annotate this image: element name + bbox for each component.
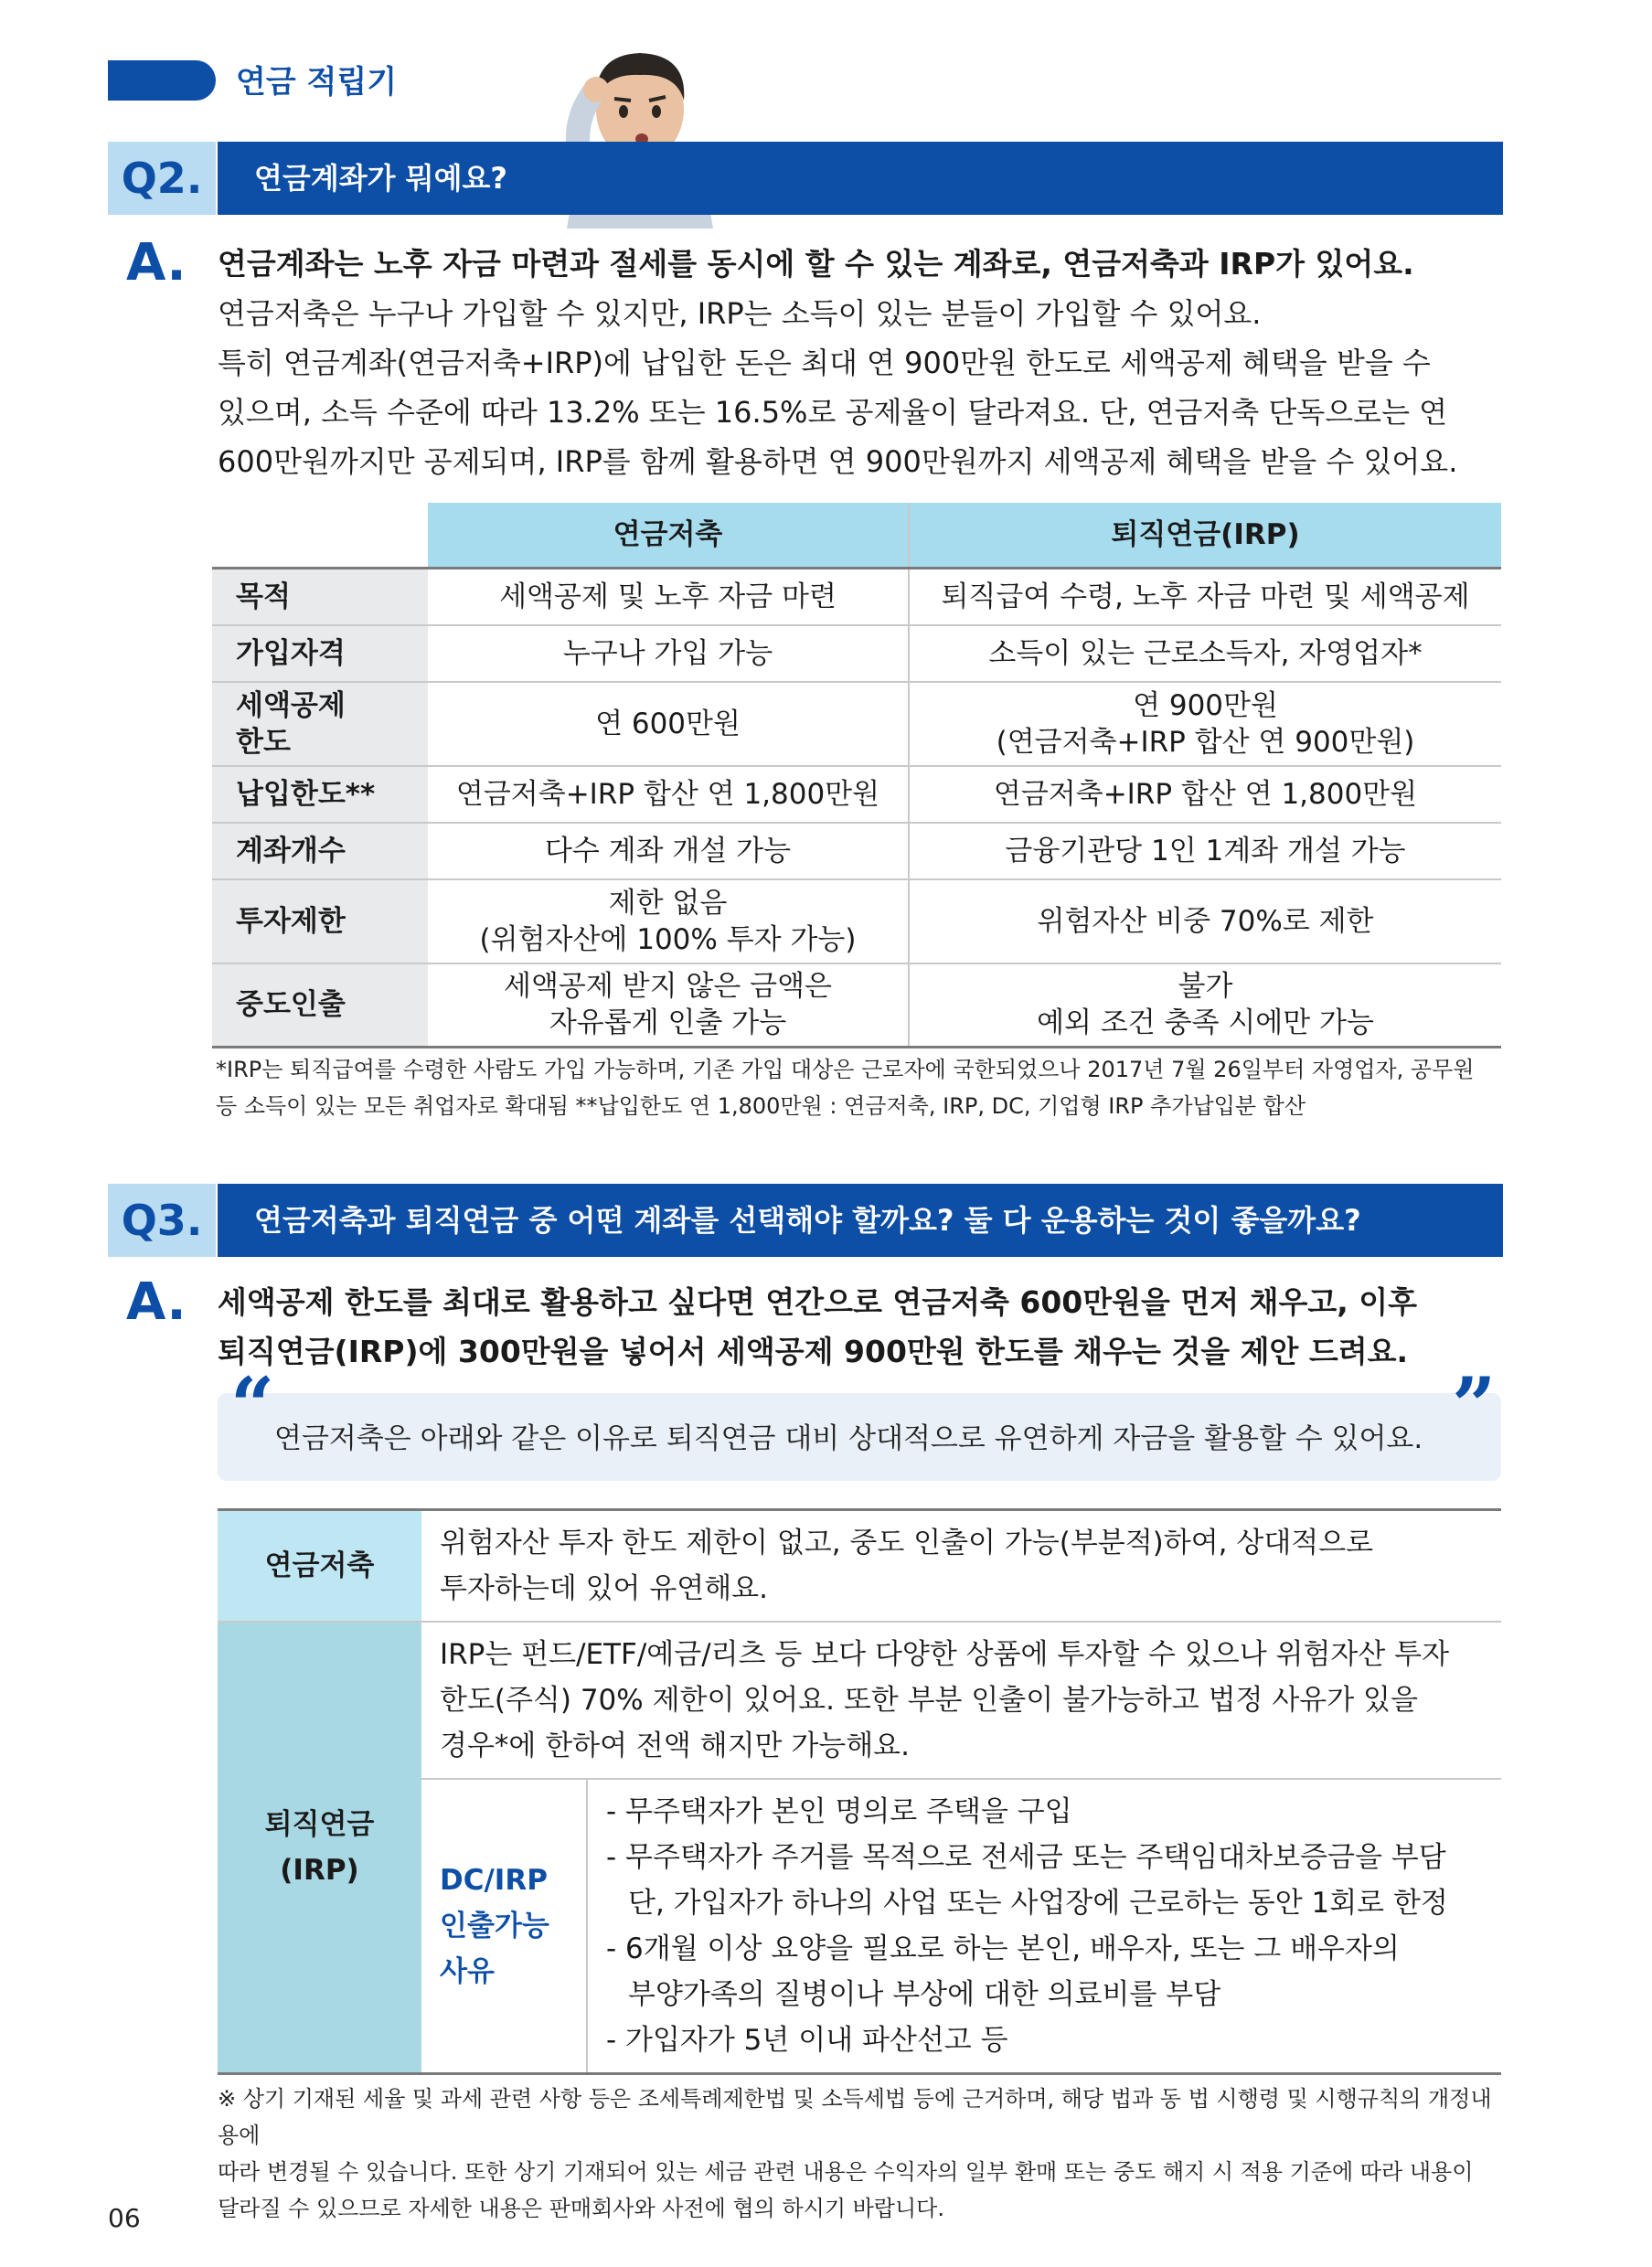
list-item: - 무주택자가 주거를 목적으로 전세금 또는 주택임대차보증금을 부담	[606, 1841, 1446, 1874]
row-label: 납입한도**	[212, 766, 428, 823]
q2-number-tab: Q2.	[108, 142, 216, 215]
footnote-line: ※ 상기 기재된 세율 및 과세 관련 사항 등은 조세특례제한법 및 소득세법 등에 근거하며, 해당 법과 동 법 시행령 및 시행규칙의 개정내용에	[218, 2086, 1492, 2148]
cell-line: 위험자산 투자 한도 제한이 없고, 중도 인출이 가능(부분적)하여, 상대적으로	[440, 1527, 1374, 1559]
cell: 누구나 가입 가능	[428, 625, 909, 682]
table-row	[212, 963, 1501, 1048]
table-row	[218, 1510, 1501, 1623]
row-label-line: (IRP)	[280, 1854, 359, 1887]
cell	[421, 1510, 1501, 1623]
cell: 연 600만원	[428, 682, 909, 766]
quote-text: 연금저축은 아래와 같은 이유로 퇴직연금 대비 상대적으로 유연하게 자금을 활용할 수 있어요.	[274, 1422, 1423, 1455]
q3-lead-line: 퇴직연금(IRP)에 300만원을 넣어서 세액공제 900만원 한도를 채우는 것을 제안 드려요.	[218, 1334, 1409, 1369]
row-label-irp	[218, 1622, 421, 2074]
cell	[909, 963, 1501, 1048]
cell: 세액공제 및 노후 자금 마련	[428, 569, 909, 625]
cell: 금융기관당 1인 1계좌 개설 가능	[909, 823, 1501, 879]
q2-answer-lead: 연금계좌는 노후 자금 마련과 절세를 동시에 할 수 있는 계좌로, 연금저축과 IRP가 있어요.	[218, 246, 1414, 282]
q2-question-bar	[218, 142, 1503, 215]
q3-number-tab: Q3.	[108, 1184, 216, 1257]
cell-line: (위험자산에 100% 투자 가능)	[479, 922, 857, 956]
open-quote-icon: “	[230, 1360, 275, 1451]
footnote-line: 따라 변경될 수 있습니다. 또한 상기 기재되어 있는 세금 관련 내용은 수익자의 일부 환매 또는 중도 해지 시 적용 기준에 따라 내용이	[218, 2159, 1474, 2185]
table-row	[212, 823, 1501, 879]
table-corner	[212, 503, 428, 569]
cell	[909, 682, 1501, 766]
q3-question: 연금저축과 퇴직연금 중 어떤 계좌를 선택해야 할까요? 둘 다 운용하는 것이 좋을까요?	[254, 1203, 1361, 1238]
cell: 퇴직급여 수령, 노후 자금 마련 및 세액공제	[909, 569, 1501, 625]
q2-question: 연금계좌가 뭐예요?	[254, 161, 507, 196]
list-item: - 가입자가 5년 이내 파산선고 등	[606, 2024, 1008, 2057]
q2-answer	[218, 239, 1507, 486]
cell: 소득이 있는 근로소득자, 자영업자*	[909, 625, 1501, 682]
q3-lead-line: 세액공제 한도를 최대로 활용하고 싶다면 연간으로 연금저축 600만원을 먼저 채우고, 이후	[218, 1284, 1418, 1320]
cell-line: 예외 조건 충족 시에만 가능	[1037, 1006, 1374, 1040]
q2-body-line: 특히 연금계좌(연금저축+IRP)에 납입한 돈은 최대 연 900만원 한도로 세액공제 혜택을 받을 수	[218, 346, 1431, 380]
cell-line: 경우*에 한하여 전액 해지만 가능해요.	[440, 1730, 910, 1762]
table-row	[212, 569, 1501, 625]
list-item: - 6개월 이상 요양을 필요로 하는 본인, 배우자, 또는 그 배우자의	[606, 1932, 1400, 1965]
account-comparison-table	[212, 503, 1501, 1048]
cell-line: 제한 없음	[608, 886, 728, 920]
sub-label-line: 사유	[440, 1955, 495, 1988]
footnote-line: 등 소득이 있는 모든 취업자로 확대됨 **납입한도 연 1,800만원 : 연금저축, IRP, DC, 기업형 IRP 추가납입분 합산	[216, 1093, 1306, 1119]
cell-line: (연금저축+IRP 합산 연 900만원)	[996, 725, 1415, 759]
cell	[428, 963, 909, 1048]
section-pill	[108, 60, 216, 101]
withdrawal-reasons-label	[421, 1779, 587, 2074]
q3-answer-letter: A.	[126, 1272, 187, 1332]
table-header-row	[212, 503, 1501, 569]
row-label	[212, 682, 428, 766]
row-label: 투자제한	[212, 879, 428, 963]
section-title: 연금 적립기	[236, 64, 398, 101]
page-number: 06	[108, 2203, 141, 2233]
list-item: 부양가족의 질병이나 부상에 대한 의료비를 부담	[628, 1978, 1221, 2011]
cell-line: 투자하는데 있어 유연해요.	[440, 1572, 768, 1605]
sub-label-line: 인출가능	[440, 1910, 549, 1942]
table-row	[212, 625, 1501, 682]
q3-answer	[218, 1278, 1507, 1377]
table-row	[212, 879, 1501, 963]
cell: 연금저축+IRP 합산 연 1,800만원	[909, 766, 1501, 823]
row-label-pension-savings: 연금저축	[218, 1510, 421, 1623]
list-item: 단, 가입자가 하나의 사업 또는 사업장에 근로하는 동안 1회로 한정	[628, 1887, 1448, 1920]
q2-footnote	[216, 1051, 1505, 1124]
row-label-line: 세액공제	[236, 688, 346, 722]
row-label: 중도인출	[212, 963, 428, 1048]
q2-answer-letter: A.	[126, 233, 187, 293]
table-row	[212, 682, 1501, 766]
q3-footnote	[218, 2081, 1507, 2227]
cell-line: 세액공제 받지 않은 금액은	[504, 970, 832, 1004]
footnote-line: 달라질 수 있으므로 자세한 내용은 판매회사와 사전에 협의 하시기 바랍니다.	[218, 2196, 944, 2221]
col-header-pension-savings: 연금저축	[428, 503, 909, 569]
cell: 위험자산 비중 70%로 제한	[909, 879, 1501, 963]
row-label: 목적	[212, 569, 428, 625]
table-row	[218, 1622, 1501, 1779]
withdrawal-reasons-list	[587, 1779, 1501, 2074]
q2-body-line: 있으며, 소득 수준에 따라 13.2% 또는 16.5%로 공제율이 달라져요. 단, 연금저축 단독으로는 연	[218, 395, 1448, 430]
cell	[428, 879, 909, 963]
cell-line: 연 900만원	[1133, 688, 1278, 722]
list-item: - 무주택자가 본인 명의로 주택을 구입	[606, 1795, 1072, 1828]
cell-line: 한도(주식) 70% 제한이 있어요. 또한 부분 인출이 불가능하고 법정 사유가 있을	[440, 1684, 1418, 1717]
cell	[421, 1622, 1501, 1779]
q2-body-line: 연금저축은 누구나 가입할 수 있지만, IRP는 소득이 있는 분들이 가입할 수 있어요.	[218, 296, 1262, 331]
close-quote-icon: ”	[1452, 1360, 1497, 1451]
row-label: 계좌개수	[212, 823, 428, 879]
row-label-line: 한도	[236, 725, 291, 759]
cell-line: IRP는 펀드/ETF/예금/리츠 등 보다 다양한 상품에 투자할 수 있으나 위험자산 투자	[440, 1638, 1450, 1671]
cell-line: 자유롭게 인출 가능	[549, 1006, 787, 1040]
cell-line: 불가	[1178, 970, 1233, 1004]
sub-label-line: DC/IRP	[440, 1864, 548, 1897]
footnote-line: *IRP는 퇴직급여를 수령한 사람도 가입 가능하며, 기존 가입 대상은 근로자에 국한되었으나 2017년 7월 26일부터 자영업자, 공무원	[216, 1057, 1475, 1082]
cell: 다수 계좌 개설 가능	[428, 823, 909, 879]
table-row	[212, 766, 1501, 823]
flexibility-table	[218, 1508, 1501, 2075]
q2-body-line: 600만원까지만 공제되며, IRP를 함께 활용하면 연 900만원까지 세액공제 혜택을 받을 수 있어요.	[218, 444, 1458, 479]
col-header-irp: 퇴직연금(IRP)	[909, 503, 1501, 569]
row-label: 가입자격	[212, 625, 428, 682]
cell: 연금저축+IRP 합산 연 1,800만원	[428, 766, 909, 823]
q3-question-bar	[218, 1184, 1503, 1257]
row-label-line: 퇴직연금	[264, 1808, 375, 1841]
